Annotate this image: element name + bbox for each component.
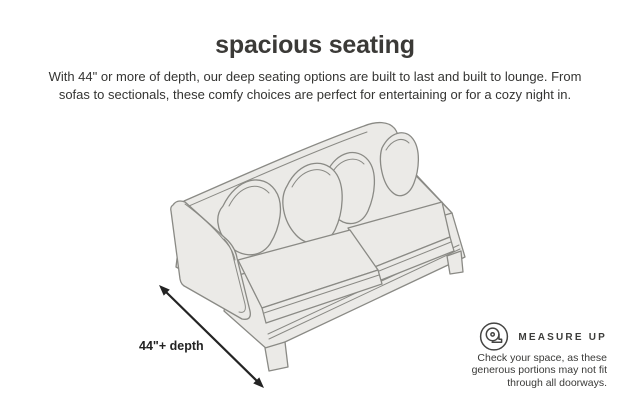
sofa-foot bbox=[265, 342, 288, 371]
tape-measure-icon bbox=[478, 321, 510, 353]
measure-up-heading: MEASURE UP bbox=[518, 331, 607, 343]
page-description: With 44" or more of depth, our deep seating options are built to last and built to lounge. From sofas to sectionals, these comfy choices are perfect for entertaining or for a cozy night in. bbox=[48, 69, 582, 103]
depth-dimension-label: 44"+ depth bbox=[139, 339, 204, 353]
measure-up-header bbox=[478, 320, 607, 354]
sofa-line-drawing-svg bbox=[120, 115, 480, 405]
page-title: spacious seating bbox=[215, 31, 415, 59]
sofa-illustration bbox=[120, 115, 480, 405]
measure-up-note: Check your space, as these generous portions may not fit through all doorways. bbox=[471, 352, 607, 389]
